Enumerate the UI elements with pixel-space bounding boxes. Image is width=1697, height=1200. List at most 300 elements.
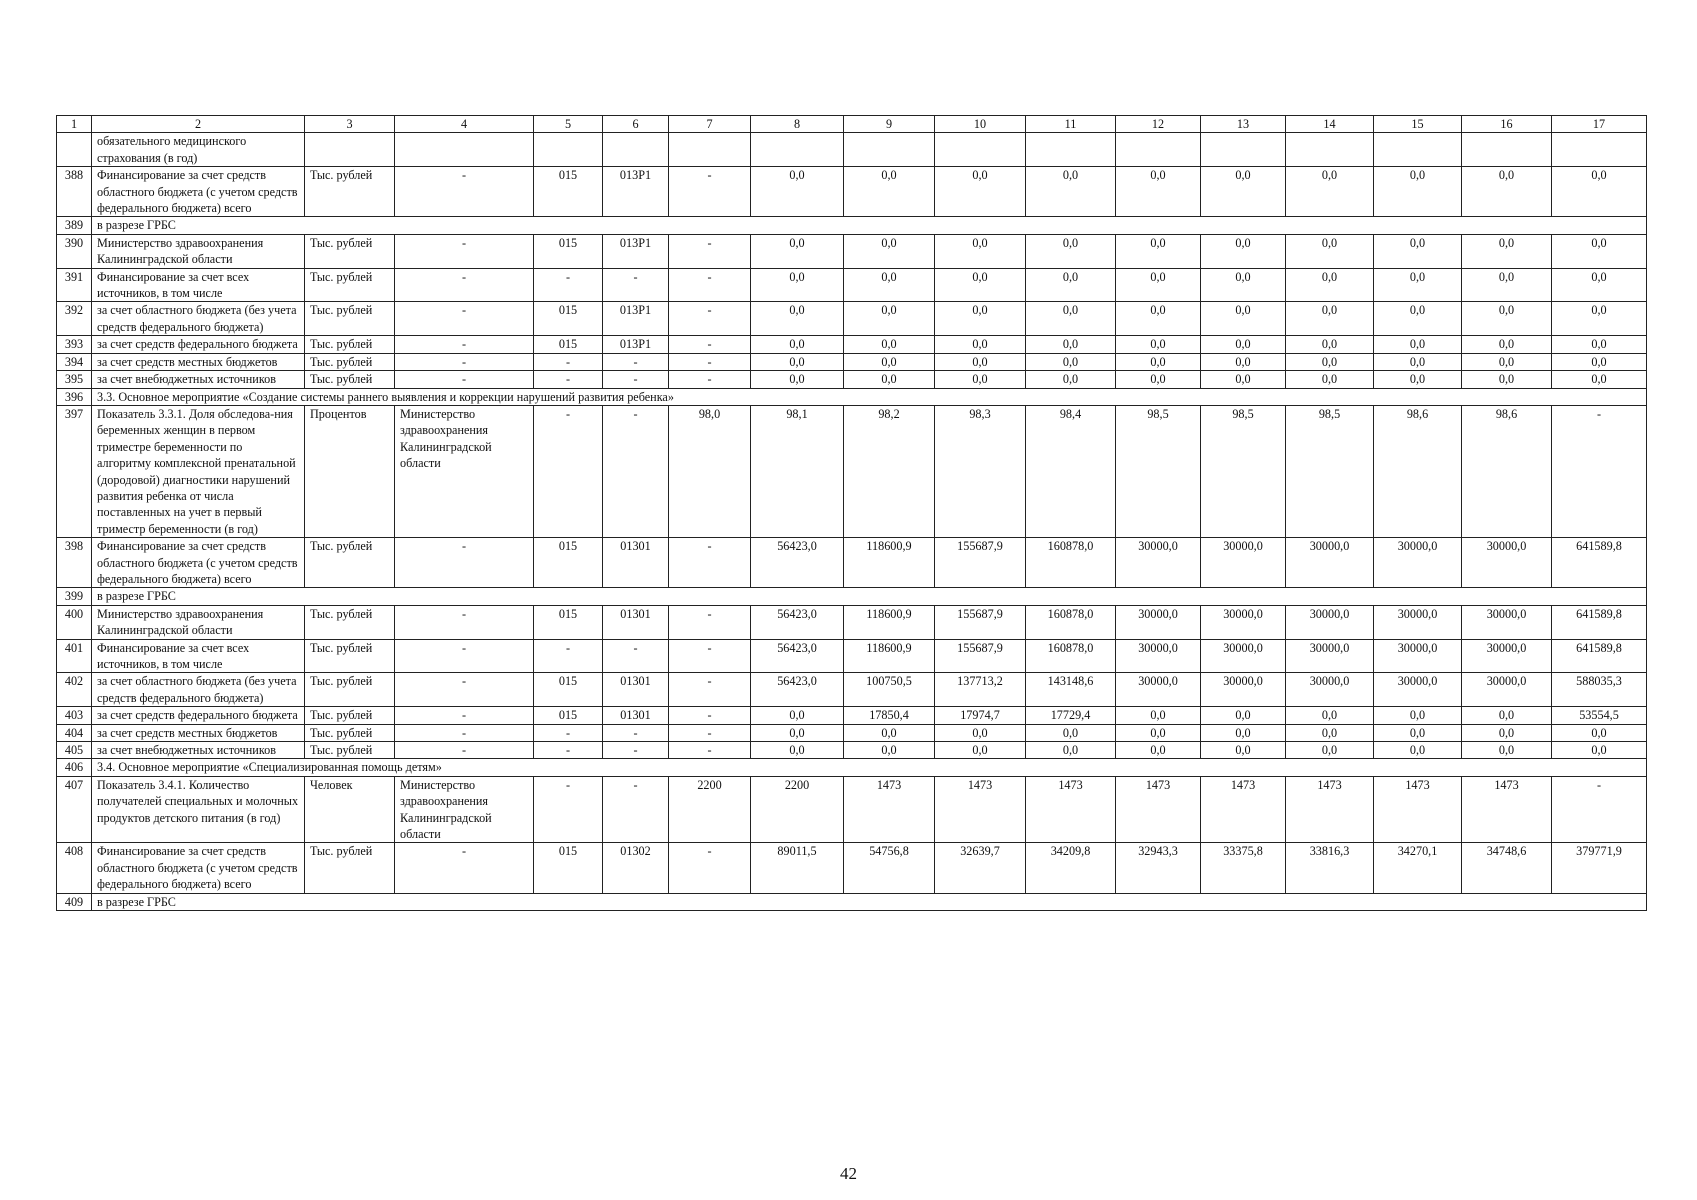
col-7-cell: - bbox=[669, 707, 751, 724]
col-12-cell: 30000,0 bbox=[1116, 639, 1201, 673]
col-16-cell: 0,0 bbox=[1462, 707, 1552, 724]
code-cs-cell bbox=[603, 133, 669, 167]
unit-cell: Тыс. рублей bbox=[305, 302, 395, 336]
code-cs-cell: 01302 bbox=[603, 843, 669, 893]
col-7-cell bbox=[669, 133, 751, 167]
col-12-cell: 0,0 bbox=[1116, 268, 1201, 302]
col-7-cell: - bbox=[669, 167, 751, 217]
col-10-cell: 0,0 bbox=[935, 167, 1026, 217]
page-number: 42 bbox=[840, 1164, 857, 1183]
col-9-cell: 1473 bbox=[844, 776, 935, 843]
col-7-cell: - bbox=[669, 639, 751, 673]
col-10-cell: 17974,7 bbox=[935, 707, 1026, 724]
col-9-cell: 0,0 bbox=[844, 336, 935, 353]
col-10-cell: 155687,9 bbox=[935, 605, 1026, 639]
col-11-cell: 0,0 bbox=[1026, 353, 1116, 370]
responsible-cell: - bbox=[395, 336, 534, 353]
col-11-cell: 0,0 bbox=[1026, 234, 1116, 268]
col-14-cell: 30000,0 bbox=[1286, 538, 1374, 588]
code-cs-cell: - bbox=[603, 742, 669, 759]
description-cell: за счет внебюджетных источников bbox=[92, 742, 305, 759]
col-16-cell: 0,0 bbox=[1462, 353, 1552, 370]
col-14-cell: 0,0 bbox=[1286, 371, 1374, 388]
responsible-cell: - bbox=[395, 639, 534, 673]
col-17-cell: 53554,5 bbox=[1552, 707, 1647, 724]
header-cell: 5 bbox=[534, 116, 603, 133]
table-row bbox=[57, 742, 1647, 759]
code-cs-cell: 013P1 bbox=[603, 167, 669, 217]
col-12-cell: 32943,3 bbox=[1116, 843, 1201, 893]
col-7-cell: - bbox=[669, 268, 751, 302]
col-15-cell: 1473 bbox=[1374, 776, 1462, 843]
col-9-cell: 0,0 bbox=[844, 371, 935, 388]
col-15-cell: 0,0 bbox=[1374, 167, 1462, 217]
code-gr-cell: 015 bbox=[534, 167, 603, 217]
col-13-cell: 0,0 bbox=[1201, 724, 1286, 741]
col-15-cell: 0,0 bbox=[1374, 707, 1462, 724]
col-11-cell: 34209,8 bbox=[1026, 843, 1116, 893]
col-17-cell: 0,0 bbox=[1552, 742, 1647, 759]
table-row bbox=[57, 776, 1647, 843]
col-9-cell: 118600,9 bbox=[844, 538, 935, 588]
code-gr-cell: - bbox=[534, 724, 603, 741]
code-gr-cell: 015 bbox=[534, 302, 603, 336]
col-13-cell: 0,0 bbox=[1201, 302, 1286, 336]
col-13-cell: 0,0 bbox=[1201, 742, 1286, 759]
header-cell: 15 bbox=[1374, 116, 1462, 133]
col-7-cell: 98,0 bbox=[669, 405, 751, 537]
col-10-cell: 0,0 bbox=[935, 302, 1026, 336]
col-12-cell: 1473 bbox=[1116, 776, 1201, 843]
row-number-cell: 388 bbox=[57, 167, 92, 217]
col-9-cell bbox=[844, 133, 935, 167]
col-17-cell: 641589,8 bbox=[1552, 538, 1647, 588]
description-cell: обязательного медицинского страхования (в год) bbox=[92, 133, 305, 167]
col-7-cell: - bbox=[669, 234, 751, 268]
col-10-cell: 155687,9 bbox=[935, 639, 1026, 673]
row-number: 409 bbox=[57, 893, 92, 910]
description-cell: за счет средств местных бюджетов bbox=[92, 353, 305, 370]
table-row bbox=[57, 234, 1647, 268]
header-cell: 8 bbox=[751, 116, 844, 133]
col-14-cell: 0,0 bbox=[1286, 234, 1374, 268]
col-7-cell: - bbox=[669, 724, 751, 741]
col-13-cell: 30000,0 bbox=[1201, 639, 1286, 673]
code-gr-cell: - bbox=[534, 776, 603, 843]
col-14-cell: 0,0 bbox=[1286, 707, 1374, 724]
col-11-cell: 1473 bbox=[1026, 776, 1116, 843]
code-gr-cell bbox=[534, 133, 603, 167]
code-cs-cell: 01301 bbox=[603, 605, 669, 639]
row-number-cell: 401 bbox=[57, 639, 92, 673]
col-8-cell: 0,0 bbox=[751, 234, 844, 268]
col-11-cell: 98,4 bbox=[1026, 405, 1116, 537]
col-13-cell: 30000,0 bbox=[1201, 538, 1286, 588]
table-row bbox=[57, 371, 1647, 388]
col-12-cell: 0,0 bbox=[1116, 707, 1201, 724]
responsible-cell: - bbox=[395, 268, 534, 302]
col-8-cell: 0,0 bbox=[751, 707, 844, 724]
col-15-cell: 0,0 bbox=[1374, 268, 1462, 302]
code-gr-cell: 015 bbox=[534, 673, 603, 707]
col-15-cell: 30000,0 bbox=[1374, 673, 1462, 707]
code-gr-cell: - bbox=[534, 268, 603, 302]
col-16-cell: 0,0 bbox=[1462, 336, 1552, 353]
col-15-cell: 0,0 bbox=[1374, 742, 1462, 759]
col-8-cell: 0,0 bbox=[751, 724, 844, 741]
code-gr-cell: 015 bbox=[534, 336, 603, 353]
row-number-cell: 393 bbox=[57, 336, 92, 353]
col-16-cell: 98,6 bbox=[1462, 405, 1552, 537]
col-13-cell: 98,5 bbox=[1201, 405, 1286, 537]
code-cs-cell: 013P1 bbox=[603, 234, 669, 268]
description-cell: Министерство здравоохранения Калининградской области bbox=[92, 605, 305, 639]
section-row bbox=[57, 893, 1647, 910]
col-8-cell bbox=[751, 133, 844, 167]
col-15-cell bbox=[1374, 133, 1462, 167]
col-16-cell: 30000,0 bbox=[1462, 673, 1552, 707]
col-17-cell: 0,0 bbox=[1552, 371, 1647, 388]
col-8-cell: 98,1 bbox=[751, 405, 844, 537]
col-17-cell: 641589,8 bbox=[1552, 639, 1647, 673]
col-7-cell: - bbox=[669, 353, 751, 370]
table-row bbox=[57, 133, 1647, 167]
unit-cell: Тыс. рублей bbox=[305, 353, 395, 370]
col-12-cell: 30000,0 bbox=[1116, 538, 1201, 588]
description-cell: Показатель 3.4.1. Количество получателей специальных и молочных продуктов детского питания (в год) bbox=[92, 776, 305, 843]
header-cell: 12 bbox=[1116, 116, 1201, 133]
table-row bbox=[57, 405, 1647, 537]
unit-cell: Тыс. рублей bbox=[305, 234, 395, 268]
row-number-cell: 391 bbox=[57, 268, 92, 302]
col-16-cell: 0,0 bbox=[1462, 234, 1552, 268]
col-8-cell: 0,0 bbox=[751, 371, 844, 388]
code-gr-cell: 015 bbox=[534, 605, 603, 639]
col-12-cell: 30000,0 bbox=[1116, 673, 1201, 707]
col-13-cell: 0,0 bbox=[1201, 371, 1286, 388]
header-cell: 16 bbox=[1462, 116, 1552, 133]
col-17-cell: 0,0 bbox=[1552, 167, 1647, 217]
col-13-cell: 0,0 bbox=[1201, 707, 1286, 724]
col-12-cell: 0,0 bbox=[1116, 336, 1201, 353]
col-16-cell: 0,0 bbox=[1462, 302, 1552, 336]
col-12-cell: 0,0 bbox=[1116, 724, 1201, 741]
col-10-cell bbox=[935, 133, 1026, 167]
col-9-cell: 0,0 bbox=[844, 167, 935, 217]
col-13-cell: 33375,8 bbox=[1201, 843, 1286, 893]
responsible-cell: - bbox=[395, 707, 534, 724]
code-cs-cell: - bbox=[603, 776, 669, 843]
row-number-cell: 404 bbox=[57, 724, 92, 741]
col-11-cell: 0,0 bbox=[1026, 336, 1116, 353]
description-cell: Показатель 3.3.1. Доля обследова-ния беременных женщин в первом триместре беременности по алгоритму комплексной пренатальной (дородовой) диагностики нарушений развития ребенка от числа поставленных на учет в первый триместр беременности (в год) bbox=[92, 405, 305, 537]
code-gr-cell: 015 bbox=[534, 234, 603, 268]
col-16-cell: 30000,0 bbox=[1462, 605, 1552, 639]
col-8-cell: 0,0 bbox=[751, 167, 844, 217]
col-16-cell: 34748,6 bbox=[1462, 843, 1552, 893]
col-15-cell: 0,0 bbox=[1374, 336, 1462, 353]
description-cell: Финансирование за счет всех источников, в том числе bbox=[92, 268, 305, 302]
col-14-cell: 98,5 bbox=[1286, 405, 1374, 537]
col-15-cell: 30000,0 bbox=[1374, 605, 1462, 639]
col-17-cell bbox=[1552, 133, 1647, 167]
col-9-cell: 0,0 bbox=[844, 742, 935, 759]
col-10-cell: 0,0 bbox=[935, 336, 1026, 353]
description-cell: за счет внебюджетных источников bbox=[92, 371, 305, 388]
col-14-cell: 33816,3 bbox=[1286, 843, 1374, 893]
col-10-cell: 0,0 bbox=[935, 724, 1026, 741]
col-14-cell: 0,0 bbox=[1286, 302, 1374, 336]
unit-cell bbox=[305, 133, 395, 167]
code-cs-cell: - bbox=[603, 405, 669, 537]
unit-cell: Тыс. рублей bbox=[305, 707, 395, 724]
unit-cell: Тыс. рублей bbox=[305, 538, 395, 588]
col-10-cell: 0,0 bbox=[935, 234, 1026, 268]
col-17-cell: - bbox=[1552, 776, 1647, 843]
col-17-cell: 379771,9 bbox=[1552, 843, 1647, 893]
description-cell: Финансирование за счет средств областного бюджета (с учетом средств федерального бюджета) всего bbox=[92, 843, 305, 893]
col-10-cell: 98,3 bbox=[935, 405, 1026, 537]
description-cell: Министерство здравоохранения Калининградской области bbox=[92, 234, 305, 268]
table-row bbox=[57, 707, 1647, 724]
code-cs-cell: - bbox=[603, 639, 669, 673]
table-row bbox=[57, 724, 1647, 741]
description-cell: за счет средств федерального бюджета bbox=[92, 336, 305, 353]
code-gr-cell: 015 bbox=[534, 538, 603, 588]
col-9-cell: 118600,9 bbox=[844, 639, 935, 673]
col-8-cell: 56423,0 bbox=[751, 538, 844, 588]
col-15-cell: 0,0 bbox=[1374, 371, 1462, 388]
header-cell: 1 bbox=[57, 116, 92, 133]
col-9-cell: 0,0 bbox=[844, 302, 935, 336]
col-10-cell: 0,0 bbox=[935, 371, 1026, 388]
col-12-cell: 98,5 bbox=[1116, 405, 1201, 537]
code-gr-cell: - bbox=[534, 742, 603, 759]
col-9-cell: 0,0 bbox=[844, 234, 935, 268]
col-11-cell: 0,0 bbox=[1026, 371, 1116, 388]
row-number-cell: 390 bbox=[57, 234, 92, 268]
col-15-cell: 30000,0 bbox=[1374, 639, 1462, 673]
program-table bbox=[56, 115, 1647, 911]
description-cell: Финансирование за счет средств областного бюджета (с учетом средств федерального бюджета) всего bbox=[92, 167, 305, 217]
col-7-cell: - bbox=[669, 302, 751, 336]
code-cs-cell: 013P1 bbox=[603, 302, 669, 336]
code-cs-cell: - bbox=[603, 268, 669, 302]
table-row bbox=[57, 268, 1647, 302]
section-title: 3.4. Основное мероприятие «Специализированная помощь детям» bbox=[92, 759, 1647, 776]
col-14-cell: 1473 bbox=[1286, 776, 1374, 843]
row-number: 406 bbox=[57, 759, 92, 776]
col-10-cell: 1473 bbox=[935, 776, 1026, 843]
col-16-cell: 0,0 bbox=[1462, 742, 1552, 759]
col-13-cell: 0,0 bbox=[1201, 336, 1286, 353]
col-16-cell: 30000,0 bbox=[1462, 538, 1552, 588]
col-12-cell bbox=[1116, 133, 1201, 167]
header-cell: 6 bbox=[603, 116, 669, 133]
col-7-cell: - bbox=[669, 605, 751, 639]
row-number-cell: 394 bbox=[57, 353, 92, 370]
col-17-cell: 588035,3 bbox=[1552, 673, 1647, 707]
description-cell: за счет областного бюджета (без учета средств федерального бюджета) bbox=[92, 673, 305, 707]
col-11-cell: 143148,6 bbox=[1026, 673, 1116, 707]
responsible-cell: - bbox=[395, 538, 534, 588]
col-14-cell: 0,0 bbox=[1286, 268, 1374, 302]
row-number-cell: 395 bbox=[57, 371, 92, 388]
col-17-cell: 0,0 bbox=[1552, 268, 1647, 302]
responsible-cell: - bbox=[395, 742, 534, 759]
col-8-cell: 0,0 bbox=[751, 353, 844, 370]
col-10-cell: 0,0 bbox=[935, 742, 1026, 759]
responsible-cell: - bbox=[395, 234, 534, 268]
col-8-cell: 0,0 bbox=[751, 742, 844, 759]
responsible-cell: - bbox=[395, 371, 534, 388]
row-number-cell bbox=[57, 133, 92, 167]
unit-cell: Тыс. рублей bbox=[305, 843, 395, 893]
row-number-cell: 408 bbox=[57, 843, 92, 893]
row-number: 396 bbox=[57, 388, 92, 405]
section-row bbox=[57, 388, 1647, 405]
responsible-cell: - bbox=[395, 353, 534, 370]
col-17-cell: 641589,8 bbox=[1552, 605, 1647, 639]
col-8-cell: 0,0 bbox=[751, 336, 844, 353]
col-11-cell: 160878,0 bbox=[1026, 639, 1116, 673]
section-row bbox=[57, 588, 1647, 605]
unit-cell: Тыс. рублей bbox=[305, 371, 395, 388]
responsible-cell: - bbox=[395, 843, 534, 893]
unit-cell: Тыс. рублей bbox=[305, 605, 395, 639]
col-17-cell: - bbox=[1552, 405, 1647, 537]
col-14-cell: 0,0 bbox=[1286, 724, 1374, 741]
code-cs-cell: - bbox=[603, 353, 669, 370]
responsible-cell: - bbox=[395, 302, 534, 336]
unit-cell: Тыс. рублей bbox=[305, 268, 395, 302]
col-12-cell: 0,0 bbox=[1116, 742, 1201, 759]
row-number-cell: 398 bbox=[57, 538, 92, 588]
table-row bbox=[57, 353, 1647, 370]
header-cell: 13 bbox=[1201, 116, 1286, 133]
code-gr-cell: - bbox=[534, 405, 603, 537]
col-9-cell: 17850,4 bbox=[844, 707, 935, 724]
col-14-cell: 30000,0 bbox=[1286, 673, 1374, 707]
col-9-cell: 98,2 bbox=[844, 405, 935, 537]
code-cs-cell: 01301 bbox=[603, 707, 669, 724]
col-17-cell: 0,0 bbox=[1552, 336, 1647, 353]
col-11-cell: 0,0 bbox=[1026, 167, 1116, 217]
row-number-cell: 397 bbox=[57, 405, 92, 537]
section-title: в разрезе ГРБС bbox=[92, 893, 1647, 910]
col-12-cell: 0,0 bbox=[1116, 167, 1201, 217]
col-14-cell: 0,0 bbox=[1286, 336, 1374, 353]
col-13-cell: 1473 bbox=[1201, 776, 1286, 843]
section-row bbox=[57, 759, 1647, 776]
col-8-cell: 89011,5 bbox=[751, 843, 844, 893]
col-11-cell: 0,0 bbox=[1026, 724, 1116, 741]
section-title: в разрезе ГРБС bbox=[92, 588, 1647, 605]
table-row bbox=[57, 843, 1647, 893]
row-number-cell: 407 bbox=[57, 776, 92, 843]
responsible-cell: - bbox=[395, 605, 534, 639]
col-15-cell: 0,0 bbox=[1374, 302, 1462, 336]
description-cell: Финансирование за счет средств областного бюджета (с учетом средств федерального бюджета) всего bbox=[92, 538, 305, 588]
code-cs-cell: - bbox=[603, 724, 669, 741]
col-14-cell: 0,0 bbox=[1286, 167, 1374, 217]
col-9-cell: 54756,8 bbox=[844, 843, 935, 893]
col-8-cell: 56423,0 bbox=[751, 639, 844, 673]
col-14-cell: 30000,0 bbox=[1286, 605, 1374, 639]
col-10-cell: 137713,2 bbox=[935, 673, 1026, 707]
description-cell: за счет средств местных бюджетов bbox=[92, 724, 305, 741]
col-15-cell: 30000,0 bbox=[1374, 538, 1462, 588]
col-16-cell bbox=[1462, 133, 1552, 167]
col-10-cell: 155687,9 bbox=[935, 538, 1026, 588]
description-cell: за счет областного бюджета (без учета средств федерального бюджета) bbox=[92, 302, 305, 336]
col-15-cell: 34270,1 bbox=[1374, 843, 1462, 893]
col-14-cell: 30000,0 bbox=[1286, 639, 1374, 673]
col-11-cell bbox=[1026, 133, 1116, 167]
col-13-cell: 0,0 bbox=[1201, 167, 1286, 217]
table-row bbox=[57, 302, 1647, 336]
header-cell: 14 bbox=[1286, 116, 1374, 133]
col-14-cell bbox=[1286, 133, 1374, 167]
code-gr-cell: - bbox=[534, 353, 603, 370]
col-11-cell: 0,0 bbox=[1026, 302, 1116, 336]
header-cell: 10 bbox=[935, 116, 1026, 133]
col-14-cell: 0,0 bbox=[1286, 353, 1374, 370]
col-9-cell: 100750,5 bbox=[844, 673, 935, 707]
table-row bbox=[57, 639, 1647, 673]
header-cell: 17 bbox=[1552, 116, 1647, 133]
col-7-cell: 2200 bbox=[669, 776, 751, 843]
section-title: в разрезе ГРБС bbox=[92, 217, 1647, 234]
col-7-cell: - bbox=[669, 538, 751, 588]
col-7-cell: - bbox=[669, 336, 751, 353]
col-7-cell: - bbox=[669, 371, 751, 388]
col-13-cell: 30000,0 bbox=[1201, 605, 1286, 639]
col-16-cell: 30000,0 bbox=[1462, 639, 1552, 673]
col-11-cell: 160878,0 bbox=[1026, 605, 1116, 639]
row-number-cell: 400 bbox=[57, 605, 92, 639]
code-gr-cell: 015 bbox=[534, 707, 603, 724]
code-gr-cell: 015 bbox=[534, 843, 603, 893]
col-9-cell: 0,0 bbox=[844, 353, 935, 370]
header-cell: 7 bbox=[669, 116, 751, 133]
header-cell: 4 bbox=[395, 116, 534, 133]
col-12-cell: 0,0 bbox=[1116, 302, 1201, 336]
unit-cell: Тыс. рублей bbox=[305, 336, 395, 353]
unit-cell: Тыс. рублей bbox=[305, 673, 395, 707]
col-16-cell: 0,0 bbox=[1462, 724, 1552, 741]
responsible-cell: - bbox=[395, 724, 534, 741]
col-7-cell: - bbox=[669, 742, 751, 759]
description-cell: Финансирование за счет всех источников, в том числе bbox=[92, 639, 305, 673]
col-11-cell: 17729,4 bbox=[1026, 707, 1116, 724]
col-9-cell: 0,0 bbox=[844, 724, 935, 741]
row-number-cell: 405 bbox=[57, 742, 92, 759]
unit-cell: Тыс. рублей bbox=[305, 742, 395, 759]
unit-cell: Тыс. рублей bbox=[305, 724, 395, 741]
table-row bbox=[57, 336, 1647, 353]
table-row bbox=[57, 605, 1647, 639]
responsible-cell: - bbox=[395, 167, 534, 217]
code-cs-cell: - bbox=[603, 371, 669, 388]
col-8-cell: 2200 bbox=[751, 776, 844, 843]
responsible-cell: Министерство здравоохранения Калининградской области bbox=[395, 405, 534, 537]
col-13-cell: 0,0 bbox=[1201, 268, 1286, 302]
row-number: 389 bbox=[57, 217, 92, 234]
col-10-cell: 32639,7 bbox=[935, 843, 1026, 893]
col-14-cell: 0,0 bbox=[1286, 742, 1374, 759]
col-11-cell: 0,0 bbox=[1026, 268, 1116, 302]
